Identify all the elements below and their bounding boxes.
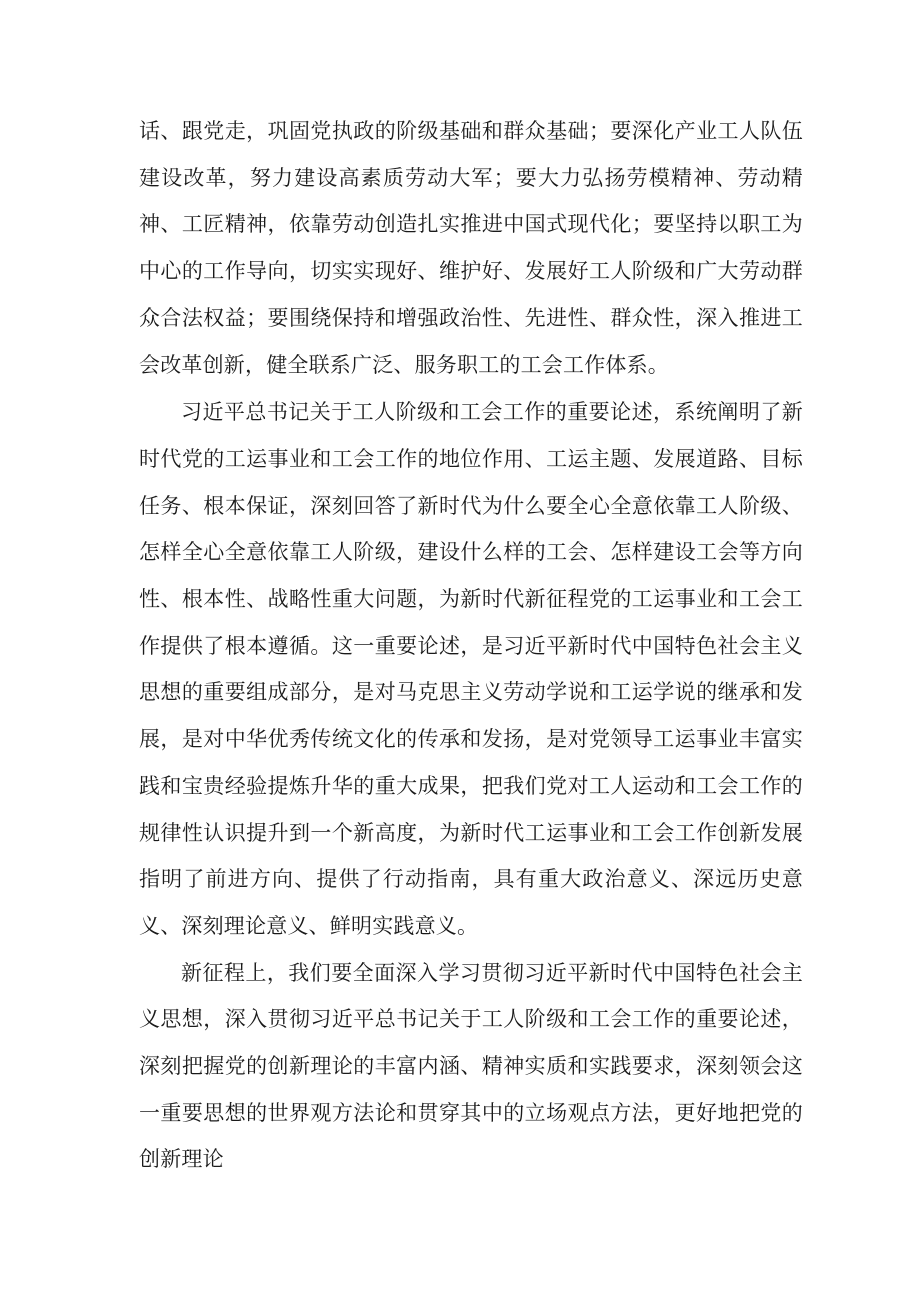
document-body: [139, 108, 803, 1183]
paragraph-continued: 话、跟党走，巩固党执政的阶级基础和群众基础；要深化产业工人队伍建设改革，努力建设高素质劳动大军；要大力弘扬劳模精神、劳动精神、工匠精神，依靠劳动创造扎实推进中国式现代化；要坚持以职工为中心的工作导向，切实实现好、维护好、发展好工人阶级和广大劳动群众合法权益；要围绕保持和增强政治性、先进性、群众性，深入推进工会改革创新，健全联系广泛、服务职工的工会工作体系。: [139, 119, 803, 377]
paragraph-significance: 习近平总书记关于工人阶级和工会工作的重要论述，系统阐明了新时代党的工运事业和工会工作的地位作用、工运主题、发展道路、目标任务、根本保证，深刻回答了新时代为什么要全心全意依靠工人阶级、怎样全心全意依靠工人阶级，建设什么样的工会、怎样建设工会等方向性、根本性、战略性重大问题，为新时代新征程党的工运事业和工会工作提供了根本遵循。这一重要论述，是习近平新时代中国特色社会主义思想的重要组成部分，是对马克思主义劳动学说和工运学说的继承和发展，是对中华优秀传统文化的传承和发扬，是对党领导工运事业丰富实践和宝贵经验提炼升华的重大成果，把我们党对工人运动和工会工作的规律性认识提升到一个新高度，为新时代工运事业和工会工作创新发展指明了前进方向、提供了行动指南，具有重大政治意义、深远历史意义、深刻理论意义、鲜明实践意义。: [139, 400, 803, 938]
paragraph-new-journey: 新征程上，我们要全面深入学习贯彻习近平新时代中国特色社会主义思想，深入贯彻习近平总书记关于工人阶级和工会工作的重要论述，深刻把握党的创新理论的丰富内涵、精神实质和实践要求，深刻领会这一重要思想的世界观方法论和贯穿其中的立场观点方法，更好地把党的创新理论: [139, 960, 803, 1172]
